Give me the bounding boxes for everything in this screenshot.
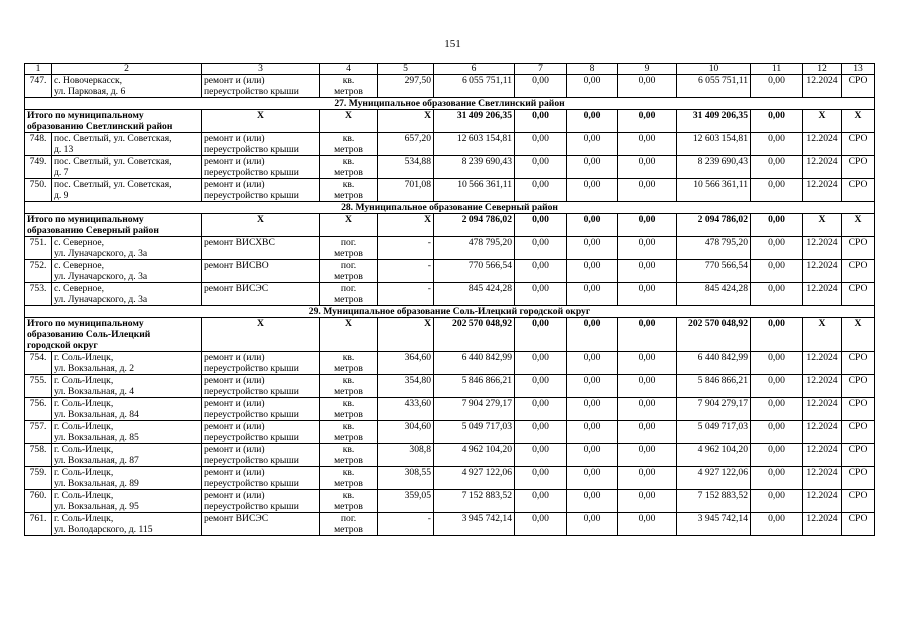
- subtotal-label: Итого по муниципальному образованию Светлинский район: [25, 110, 202, 133]
- cell-unit: кв. метров: [320, 467, 378, 490]
- cell-fund-local: 0,00: [618, 133, 677, 156]
- cell-fund-regional: 0,00: [567, 75, 618, 98]
- cell-fund-owners: 4 927 122,06: [677, 467, 751, 490]
- cell-specific-cost: 0,00: [751, 375, 803, 398]
- column-number: 4: [320, 64, 378, 75]
- cell-specific-cost: 0,00: [751, 237, 803, 260]
- cell-row-number: 757.: [25, 421, 52, 444]
- section-heading: 27. Муниципальное образование Светлинский район: [25, 98, 875, 110]
- subtotal-fund-regional: 0,00: [567, 318, 618, 352]
- subtotal-unit: X: [320, 318, 378, 352]
- cell-fund-regional: 0,00: [567, 179, 618, 202]
- subtotal-label: Итого по муниципальному образованию Северный район: [25, 214, 202, 237]
- table-row: [25, 156, 875, 179]
- column-number: 10: [677, 64, 751, 75]
- cell-unit: кв. метров: [320, 156, 378, 179]
- subtotal-work-type: X: [202, 318, 320, 352]
- cell-row-number: 748.: [25, 133, 52, 156]
- cell-deadline: 12.2024: [803, 444, 842, 467]
- cell-address: пос. Светлый, ул. Советская, д. 9: [52, 179, 202, 202]
- cell-work-type: ремонт и (или) переустройство крыши: [202, 421, 320, 444]
- subtotal-fund-federal: 0,00: [515, 110, 567, 133]
- cell-deadline: 12.2024: [803, 398, 842, 421]
- cell-method: СРО: [842, 513, 875, 536]
- cell-area: -: [378, 260, 434, 283]
- cell-fund-local: 0,00: [618, 283, 677, 306]
- subtotal-fund-owners: 202 570 048,92: [677, 318, 751, 352]
- cell-fund-regional: 0,00: [567, 467, 618, 490]
- subtotal-total-cost: 2 094 786,02: [434, 214, 515, 237]
- cell-fund-owners: 5 846 866,21: [677, 375, 751, 398]
- cell-total-cost: 12 603 154,81: [434, 133, 515, 156]
- cell-address: г. Соль-Илецк, ул. Вокзальная, д. 87: [52, 444, 202, 467]
- cell-method: СРО: [842, 490, 875, 513]
- cell-method: СРО: [842, 133, 875, 156]
- cell-fund-regional: 0,00: [567, 375, 618, 398]
- cell-method: СРО: [842, 375, 875, 398]
- subtotal-fund-federal: 0,00: [515, 318, 567, 352]
- cell-fund-owners: 478 795,20: [677, 237, 751, 260]
- cell-deadline: 12.2024: [803, 421, 842, 444]
- cell-fund-local: 0,00: [618, 444, 677, 467]
- cell-address: с. Северное, ул. Луначарского, д. 3а: [52, 237, 202, 260]
- subtotal-method: X: [842, 318, 875, 352]
- cell-deadline: 12.2024: [803, 490, 842, 513]
- cell-address: г. Соль-Илецк, ул. Вокзальная, д. 2: [52, 352, 202, 375]
- cell-deadline: 12.2024: [803, 352, 842, 375]
- cell-fund-federal: 0,00: [515, 283, 567, 306]
- cell-specific-cost: 0,00: [751, 283, 803, 306]
- cell-work-type: ремонт ВИСХВС: [202, 237, 320, 260]
- table-row: [25, 133, 875, 156]
- column-number-row: [25, 64, 875, 75]
- cell-area: 308,8: [378, 444, 434, 467]
- cell-total-cost: 4 962 104,20: [434, 444, 515, 467]
- column-number: 2: [52, 64, 202, 75]
- cell-method: СРО: [842, 156, 875, 179]
- cell-method: СРО: [842, 179, 875, 202]
- cell-deadline: 12.2024: [803, 179, 842, 202]
- table-row: [25, 467, 875, 490]
- table-row: [25, 179, 875, 202]
- subtotal-method: X: [842, 110, 875, 133]
- column-number: 6: [434, 64, 515, 75]
- cell-area: 297,50: [378, 75, 434, 98]
- cell-area: -: [378, 283, 434, 306]
- cell-address: г. Соль-Илецк, ул. Володарского, д. 115: [52, 513, 202, 536]
- cell-total-cost: 6 055 751,11: [434, 75, 515, 98]
- cell-address: г. Соль-Илецк, ул. Вокзальная, д. 85: [52, 421, 202, 444]
- cell-fund-local: 0,00: [618, 398, 677, 421]
- capital-repair-register-table: [24, 63, 875, 536]
- cell-total-cost: 478 795,20: [434, 237, 515, 260]
- subtotal-area: X: [378, 214, 434, 237]
- cell-fund-federal: 0,00: [515, 375, 567, 398]
- cell-work-type: ремонт и (или) переустройство крыши: [202, 375, 320, 398]
- cell-row-number: 758.: [25, 444, 52, 467]
- cell-method: СРО: [842, 260, 875, 283]
- cell-work-type: ремонт и (или) переустройство крыши: [202, 179, 320, 202]
- cell-fund-owners: 5 049 717,03: [677, 421, 751, 444]
- subtotal-label: Итого по муниципальному образованию Соль-Илецкий городской округ: [25, 318, 202, 352]
- cell-fund-federal: 0,00: [515, 352, 567, 375]
- cell-address: с. Северное, ул. Луначарского, д. 3а: [52, 283, 202, 306]
- cell-fund-regional: 0,00: [567, 490, 618, 513]
- cell-fund-local: 0,00: [618, 421, 677, 444]
- cell-work-type: ремонт и (или) переустройство крыши: [202, 467, 320, 490]
- cell-area: 364,60: [378, 352, 434, 375]
- cell-unit: кв. метров: [320, 421, 378, 444]
- cell-address: г. Соль-Илецк, ул. Вокзальная, д. 84: [52, 398, 202, 421]
- cell-fund-regional: 0,00: [567, 398, 618, 421]
- table-row: [25, 75, 875, 98]
- table-row: [25, 490, 875, 513]
- cell-work-type: ремонт ВИСВО: [202, 260, 320, 283]
- cell-fund-regional: 0,00: [567, 283, 618, 306]
- cell-fund-federal: 0,00: [515, 398, 567, 421]
- subtotal-fund-owners: 31 409 206,35: [677, 110, 751, 133]
- cell-method: СРО: [842, 237, 875, 260]
- cell-total-cost: 5 846 866,21: [434, 375, 515, 398]
- cell-unit: кв. метров: [320, 179, 378, 202]
- cell-fund-owners: 10 566 361,11: [677, 179, 751, 202]
- subtotal-area: X: [378, 318, 434, 352]
- cell-fund-owners: 845 424,28: [677, 283, 751, 306]
- cell-fund-local: 0,00: [618, 237, 677, 260]
- cell-fund-local: 0,00: [618, 260, 677, 283]
- cell-fund-regional: 0,00: [567, 352, 618, 375]
- cell-deadline: 12.2024: [803, 75, 842, 98]
- cell-fund-owners: 4 962 104,20: [677, 444, 751, 467]
- cell-work-type: ремонт и (или) переустройство крыши: [202, 398, 320, 421]
- table-row: [25, 352, 875, 375]
- subtotal-specific-cost: 0,00: [751, 214, 803, 237]
- cell-fund-local: 0,00: [618, 75, 677, 98]
- cell-area: 433,60: [378, 398, 434, 421]
- subtotal-row: [25, 318, 875, 352]
- subtotal-deadline: X: [803, 214, 842, 237]
- cell-specific-cost: 0,00: [751, 75, 803, 98]
- cell-address: пос. Светлый, ул. Советская, д. 7: [52, 156, 202, 179]
- cell-unit: кв. метров: [320, 352, 378, 375]
- cell-fund-owners: 12 603 154,81: [677, 133, 751, 156]
- cell-row-number: 761.: [25, 513, 52, 536]
- cell-unit: кв. метров: [320, 133, 378, 156]
- cell-specific-cost: 0,00: [751, 352, 803, 375]
- subtotal-fund-federal: 0,00: [515, 214, 567, 237]
- cell-fund-local: 0,00: [618, 490, 677, 513]
- subtotal-fund-local: 0,00: [618, 318, 677, 352]
- subtotal-fund-local: 0,00: [618, 110, 677, 133]
- cell-unit: кв. метров: [320, 490, 378, 513]
- cell-method: СРО: [842, 352, 875, 375]
- cell-address: г. Соль-Илецк, ул. Вокзальная, д. 89: [52, 467, 202, 490]
- cell-deadline: 12.2024: [803, 513, 842, 536]
- cell-total-cost: 10 566 361,11: [434, 179, 515, 202]
- cell-total-cost: 5 049 717,03: [434, 421, 515, 444]
- cell-row-number: 747.: [25, 75, 52, 98]
- cell-row-number: 756.: [25, 398, 52, 421]
- table-row: [25, 513, 875, 536]
- cell-fund-regional: 0,00: [567, 133, 618, 156]
- cell-total-cost: 4 927 122,06: [434, 467, 515, 490]
- cell-work-type: ремонт и (или) переустройство крыши: [202, 352, 320, 375]
- section-heading-row: [25, 98, 875, 110]
- cell-row-number: 760.: [25, 490, 52, 513]
- cell-total-cost: 770 566,54: [434, 260, 515, 283]
- section-heading: 29. Муниципальное образование Соль-Илецкий городской округ: [25, 306, 875, 318]
- page-number: 151: [444, 38, 461, 50]
- cell-address: г. Соль-Илецк, ул. Вокзальная, д. 95: [52, 490, 202, 513]
- cell-specific-cost: 0,00: [751, 156, 803, 179]
- cell-fund-owners: 6 440 842,99: [677, 352, 751, 375]
- cell-specific-cost: 0,00: [751, 513, 803, 536]
- cell-row-number: 759.: [25, 467, 52, 490]
- subtotal-fund-local: 0,00: [618, 214, 677, 237]
- cell-area: -: [378, 237, 434, 260]
- cell-total-cost: 845 424,28: [434, 283, 515, 306]
- cell-fund-federal: 0,00: [515, 75, 567, 98]
- table-row: [25, 237, 875, 260]
- cell-area: 308,55: [378, 467, 434, 490]
- cell-unit: пог. метров: [320, 283, 378, 306]
- cell-total-cost: 8 239 690,43: [434, 156, 515, 179]
- cell-address: пос. Светлый, ул. Советская, д. 13: [52, 133, 202, 156]
- cell-fund-federal: 0,00: [515, 467, 567, 490]
- cell-method: СРО: [842, 444, 875, 467]
- cell-area: -: [378, 513, 434, 536]
- cell-fund-local: 0,00: [618, 513, 677, 536]
- cell-row-number: 750.: [25, 179, 52, 202]
- cell-unit: кв. метров: [320, 398, 378, 421]
- section-heading-row: [25, 202, 875, 214]
- cell-row-number: 755.: [25, 375, 52, 398]
- cell-area: 359,05: [378, 490, 434, 513]
- subtotal-specific-cost: 0,00: [751, 110, 803, 133]
- cell-fund-federal: 0,00: [515, 179, 567, 202]
- cell-specific-cost: 0,00: [751, 490, 803, 513]
- cell-unit: кв. метров: [320, 444, 378, 467]
- cell-specific-cost: 0,00: [751, 467, 803, 490]
- cell-total-cost: 7 904 279,17: [434, 398, 515, 421]
- cell-row-number: 752.: [25, 260, 52, 283]
- cell-unit: кв. метров: [320, 375, 378, 398]
- section-heading-row: [25, 306, 875, 318]
- cell-method: СРО: [842, 467, 875, 490]
- cell-area: 701,08: [378, 179, 434, 202]
- table-row: [25, 283, 875, 306]
- cell-method: СРО: [842, 283, 875, 306]
- cell-work-type: ремонт ВИСЭС: [202, 513, 320, 536]
- subtotal-row: [25, 110, 875, 133]
- cell-unit: пог. метров: [320, 260, 378, 283]
- cell-work-type: ремонт и (или) переустройство крыши: [202, 156, 320, 179]
- cell-work-type: ремонт ВИСЭС: [202, 283, 320, 306]
- table-row: [25, 421, 875, 444]
- cell-specific-cost: 0,00: [751, 421, 803, 444]
- column-number: 3: [202, 64, 320, 75]
- table-row: [25, 444, 875, 467]
- cell-fund-owners: 7 904 279,17: [677, 398, 751, 421]
- table-row: [25, 398, 875, 421]
- table-row: [25, 375, 875, 398]
- cell-work-type: ремонт и (или) переустройство крыши: [202, 444, 320, 467]
- column-number: 11: [751, 64, 803, 75]
- cell-fund-federal: 0,00: [515, 444, 567, 467]
- cell-fund-federal: 0,00: [515, 421, 567, 444]
- subtotal-total-cost: 202 570 048,92: [434, 318, 515, 352]
- cell-area: 354,80: [378, 375, 434, 398]
- subtotal-work-type: X: [202, 110, 320, 133]
- cell-area: 657,20: [378, 133, 434, 156]
- cell-area: 534,88: [378, 156, 434, 179]
- subtotal-specific-cost: 0,00: [751, 318, 803, 352]
- cell-unit: кв. метров: [320, 75, 378, 98]
- subtotal-fund-regional: 0,00: [567, 110, 618, 133]
- column-number: 1: [25, 64, 52, 75]
- cell-fund-regional: 0,00: [567, 444, 618, 467]
- cell-deadline: 12.2024: [803, 237, 842, 260]
- cell-work-type: ремонт и (или) переустройство крыши: [202, 75, 320, 98]
- cell-row-number: 754.: [25, 352, 52, 375]
- subtotal-unit: X: [320, 214, 378, 237]
- cell-fund-regional: 0,00: [567, 237, 618, 260]
- cell-work-type: ремонт и (или) переустройство крыши: [202, 133, 320, 156]
- cell-fund-federal: 0,00: [515, 237, 567, 260]
- cell-method: СРО: [842, 75, 875, 98]
- column-number: 7: [515, 64, 567, 75]
- subtotal-fund-regional: 0,00: [567, 214, 618, 237]
- cell-total-cost: 3 945 742,14: [434, 513, 515, 536]
- cell-fund-local: 0,00: [618, 352, 677, 375]
- table-row: [25, 260, 875, 283]
- cell-specific-cost: 0,00: [751, 179, 803, 202]
- subtotal-method: X: [842, 214, 875, 237]
- subtotal-row: [25, 214, 875, 237]
- cell-unit: пог. метров: [320, 237, 378, 260]
- cell-deadline: 12.2024: [803, 260, 842, 283]
- cell-fund-federal: 0,00: [515, 513, 567, 536]
- cell-specific-cost: 0,00: [751, 133, 803, 156]
- cell-address: с. Новочеркасск, ул. Парковая, д. 6: [52, 75, 202, 98]
- subtotal-fund-owners: 2 094 786,02: [677, 214, 751, 237]
- cell-deadline: 12.2024: [803, 467, 842, 490]
- cell-fund-local: 0,00: [618, 375, 677, 398]
- cell-fund-local: 0,00: [618, 179, 677, 202]
- cell-total-cost: 7 152 883,52: [434, 490, 515, 513]
- cell-fund-regional: 0,00: [567, 513, 618, 536]
- cell-fund-regional: 0,00: [567, 421, 618, 444]
- column-number: 12: [803, 64, 842, 75]
- cell-deadline: 12.2024: [803, 283, 842, 306]
- column-number: 9: [618, 64, 677, 75]
- column-number: 5: [378, 64, 434, 75]
- cell-unit: пог. метров: [320, 513, 378, 536]
- column-number: 13: [842, 64, 875, 75]
- cell-address: г. Соль-Илецк, ул. Вокзальная, д. 4: [52, 375, 202, 398]
- cell-fund-federal: 0,00: [515, 133, 567, 156]
- cell-fund-owners: 8 239 690,43: [677, 156, 751, 179]
- cell-fund-owners: 7 152 883,52: [677, 490, 751, 513]
- subtotal-area: X: [378, 110, 434, 133]
- section-heading: 28. Муниципальное образование Северный район: [25, 202, 875, 214]
- cell-row-number: 749.: [25, 156, 52, 179]
- cell-fund-regional: 0,00: [567, 156, 618, 179]
- column-number: 8: [567, 64, 618, 75]
- cell-fund-local: 0,00: [618, 467, 677, 490]
- subtotal-deadline: X: [803, 110, 842, 133]
- cell-method: СРО: [842, 421, 875, 444]
- cell-deadline: 12.2024: [803, 133, 842, 156]
- cell-specific-cost: 0,00: [751, 260, 803, 283]
- cell-fund-owners: 6 055 751,11: [677, 75, 751, 98]
- cell-work-type: ремонт и (или) переустройство крыши: [202, 490, 320, 513]
- cell-fund-federal: 0,00: [515, 260, 567, 283]
- subtotal-work-type: X: [202, 214, 320, 237]
- cell-fund-federal: 0,00: [515, 156, 567, 179]
- cell-specific-cost: 0,00: [751, 444, 803, 467]
- cell-row-number: 751.: [25, 237, 52, 260]
- cell-fund-federal: 0,00: [515, 490, 567, 513]
- subtotal-total-cost: 31 409 206,35: [434, 110, 515, 133]
- cell-row-number: 753.: [25, 283, 52, 306]
- cell-specific-cost: 0,00: [751, 398, 803, 421]
- cell-total-cost: 6 440 842,99: [434, 352, 515, 375]
- cell-fund-owners: 770 566,54: [677, 260, 751, 283]
- cell-method: СРО: [842, 398, 875, 421]
- cell-address: с. Северное, ул. Луначарского, д. 3а: [52, 260, 202, 283]
- cell-fund-regional: 0,00: [567, 260, 618, 283]
- cell-area: 304,60: [378, 421, 434, 444]
- cell-deadline: 12.2024: [803, 156, 842, 179]
- subtotal-deadline: X: [803, 318, 842, 352]
- subtotal-unit: X: [320, 110, 378, 133]
- cell-fund-owners: 3 945 742,14: [677, 513, 751, 536]
- cell-fund-local: 0,00: [618, 156, 677, 179]
- cell-deadline: 12.2024: [803, 375, 842, 398]
